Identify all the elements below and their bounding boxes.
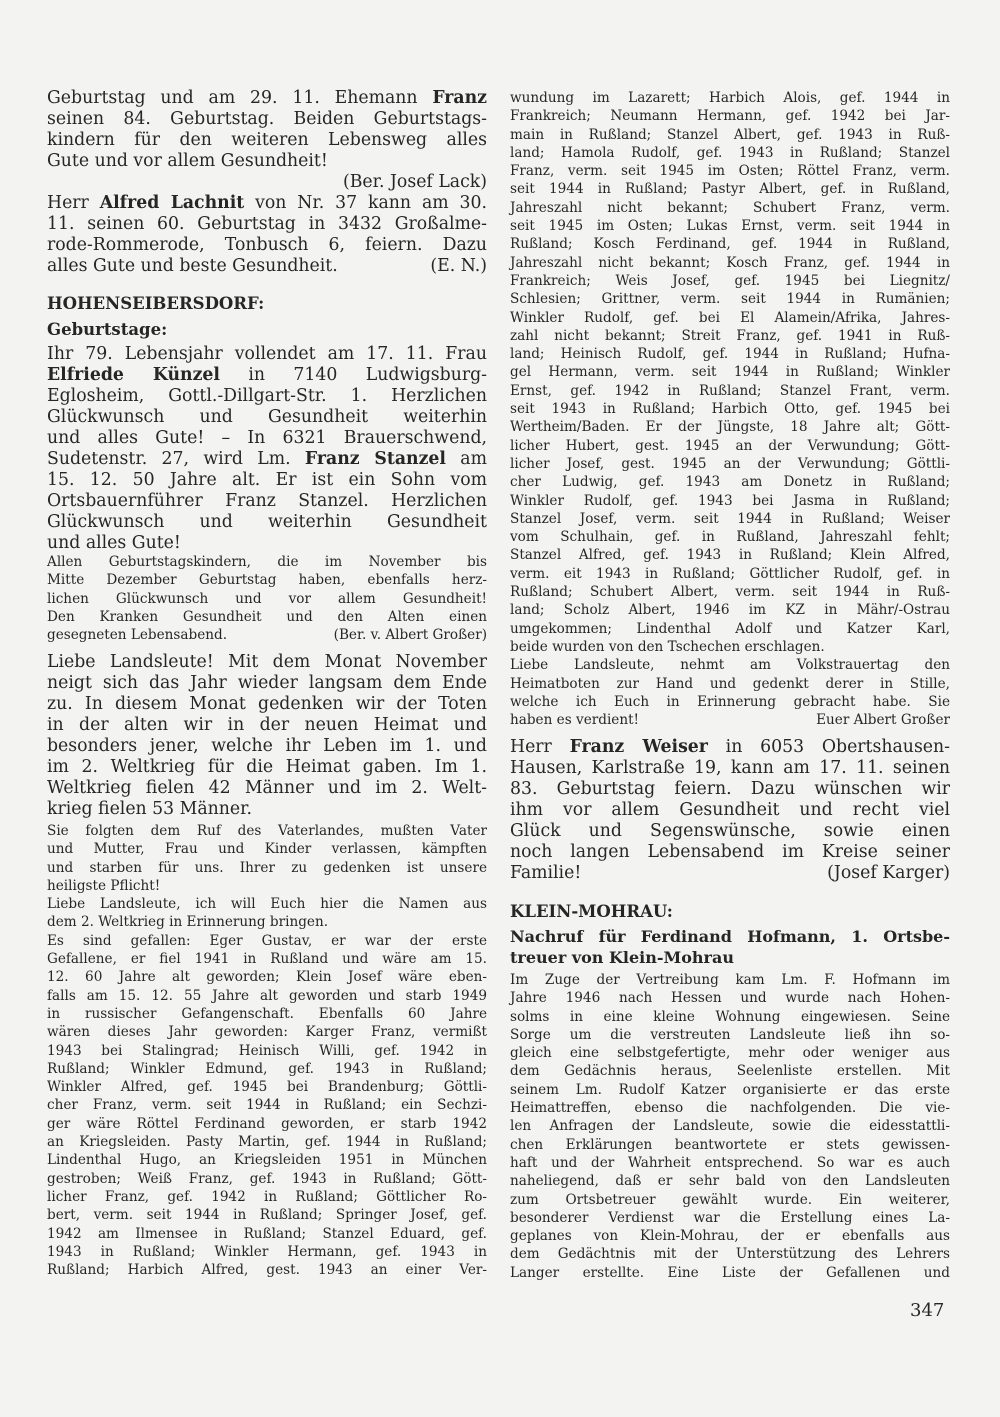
signature: (Ber. Josef Lack) (342, 172, 487, 192)
text-line: Weltkrieg fielen 42 Männer und im 2. Welt- (47, 778, 487, 798)
text-line: Winkler Alfred, gef. 1945 bei Brandenburg; Göttli- (47, 1079, 487, 1096)
text-line: Jahreszahl nicht bekannt; Kosch Franz, gef. 1944 in (510, 254, 950, 271)
text-line: Es sind gefallen: Eger Gustav, er war der erste (47, 932, 487, 949)
text-line: Rußland; Winkler Edmund, gef. 1943 in Rußland; (47, 1060, 487, 1077)
text-line: Allen Geburtstagskindern, die im November bis (47, 554, 487, 570)
text-line: Langer erstellte. Eine Liste der Gefallenen und (510, 1264, 950, 1281)
bold-name: Franz Weiser (569, 737, 708, 757)
text-line: Winkler Rudolf, gef. bei El Alamein/Afrika, Jahres- (510, 309, 950, 326)
fallen-list-part-1 (47, 822, 487, 1279)
text-segment: gesegneten Lebensabend. (47, 627, 228, 644)
text-line (510, 711, 950, 729)
section-heading-klein-mohrau: KLEIN-MOHRAU: (510, 902, 673, 921)
text-line: geplanes von Klein-Mohrau, der er ebenfalls aus (510, 1228, 950, 1245)
text-line: zahl nicht bekannt; Streit Franz, gef. 1941 in Ruß- (510, 327, 950, 344)
text-segment: am (446, 449, 487, 469)
text-line: dem 2. Weltkrieg in Erinnerung bringen. (47, 914, 329, 931)
text-line (47, 365, 487, 386)
text-line: Glückwunsch und weiterhin Gesundheit (47, 512, 487, 532)
text-line: Heimatboten zur Hand und gedenkt derer in Stille, (510, 675, 950, 692)
text-segment: von Nr. 37 kann am 30. (244, 193, 487, 213)
text-line: verm. eit 1943 in Rußland; Göttlicher Rudolf, gef. in (510, 565, 950, 582)
text-line: 12. 60 Jahre alt geworden; Klein Josef wäre eben- (47, 969, 487, 986)
text-line: licher Hubert, gest. 1945 an der Verwundung; Gött- (510, 437, 950, 454)
text-line: Gefallene, er fiel 1941 in Rußland und wäre am 15. (47, 951, 487, 968)
text-line: Jahre 1946 nach Hessen und wurde nach Hohen- (510, 990, 950, 1007)
obituary-title (510, 926, 950, 968)
text-segment: in 6053 Obertshausen- (707, 737, 951, 757)
text-line: seit 1945 im Osten; Lukas Ernst, verm. seit 1944 in (510, 218, 950, 235)
text-line: haft und der Wahrheit entsprechend. So war es auch (510, 1154, 950, 1171)
text-line: licher Josef, gest. 1945 an der Verwundung; Göttli- (510, 455, 950, 472)
text-line: 15. 12. 50 Jahre alt. Er ist ein Sohn vom (47, 470, 487, 490)
birthday-notices (47, 344, 487, 554)
text-line: wären dieses Jahr geworden: Karger Franz, vermißt (47, 1024, 487, 1041)
text-line: Ihr 79. Lebensjahr vollendet am 17. 11. Frau (47, 344, 487, 364)
text-line: an Kriegsleiden. Pasty Martin, gef. 1944 in Rußland; (47, 1134, 487, 1151)
text-line: Stanzel Josef, verm. seit 1944 in Rußland; Weiser (510, 510, 950, 527)
text-line: land; Scholz Albert, 1946 im KZ in Mähr/-Ostrau (510, 602, 950, 619)
text-line: Glückwunsch und Gesundheit weiterhin (47, 407, 487, 427)
text-line: wundung im Lazarett; Harbich Alois, gef. 1944 in (510, 90, 950, 106)
birthday-notice-lachnit (47, 88, 487, 277)
text-line: solms in eine kleine Wohnung eingewiesen. Seine (510, 1008, 950, 1025)
text-line: Schlesien; Grittner, verm. seit 1944 in Rumänien; (510, 291, 950, 308)
text-line: gleich eine selbstgefertigte, mehr oder weniger aus (510, 1045, 950, 1062)
text-line (47, 88, 487, 109)
text-line (510, 737, 950, 758)
text-line: Wertheim/Baden. Er der Jüngste, 18 Jahre alt; Gött- (510, 419, 950, 436)
text-line: Rußland; Schubert Albert, verm. seit 1944 in Ruß- (510, 584, 950, 601)
text-line: 1943 bei Stalingrad; Heinisch Willi, gef. 1942 in (47, 1042, 487, 1059)
text-line (47, 256, 487, 277)
bold-name: Alfred Lachnit (99, 193, 245, 213)
text-line: Glück und Segenswünsche, sowie einen (510, 821, 950, 841)
text-line: zu. In diesem Monat gedenken wir der Toten (47, 694, 487, 714)
text-line: naheliegend, daß er sehr bald von den Landsleuten (510, 1173, 950, 1190)
text-line: Frankreich; Neumann Hermann, gef. 1942 bei Jar- (510, 108, 950, 125)
text-line (47, 193, 487, 214)
text-line: und alles Gute! – In 6321 Brauerschwend, (47, 428, 487, 448)
text-line: land; Heinisch Rudolf, gef. 1944 in Rußland; Hufna- (510, 346, 950, 363)
text-line: 11. seinen 60. Geburtstag in 3432 Großalme- (47, 214, 487, 234)
obituary-text (510, 971, 950, 1282)
text-line: welche ich Euch in Erinnerung gebracht habe. Sie (510, 693, 950, 710)
text-line: Lindenthal Hugo, an Kriegsleiden 1951 in München (47, 1152, 487, 1169)
text-line: Jahreszahl nicht bekannt; Schubert Franz, verm. (510, 199, 950, 216)
text-line (510, 863, 950, 884)
text-line: Nachruf für Ferdinand Hofmann, 1. Ortsbe- (510, 927, 950, 946)
text-line: im 2. Weltkrieg für die Heimat gaben. Im 1. (47, 757, 487, 777)
text-line: Sie folgten dem Ruf des Vaterlandes, mußten Vater (47, 823, 487, 839)
text-line: Liebe Landsleute, ich will Euch hier die Namen aus (47, 896, 487, 913)
text-line: Franz, verm. seit 1945 im Osten; Röttel Franz, verm. (510, 163, 950, 180)
text-line: zum Ortsbetreuer gewählt wurde. Ein weiterer, (510, 1191, 950, 1208)
text-line: ihm vor allem Gesundheit und recht viel (510, 800, 950, 820)
text-line: krieg fielen 53 Männer. (47, 799, 252, 819)
text-segment: Geburtstag und am 29. 11. Ehemann (47, 88, 433, 108)
text-line: chen Erklärungen beantwortete er stets gewissen- (510, 1136, 950, 1153)
text-line: cher Ludwig, gef. 1943 am Donetz in Rußland; (510, 474, 950, 491)
text-line: Eglosheim, Gottl.-Dillgart-Str. 1. Herzlichen (47, 386, 487, 406)
text-line: cher Franz, verm. seit 1944 in Rußland; ein Sechzi- (47, 1097, 487, 1114)
section-heading-hohenseibersdorf: HOHENSEIBERSDORF: (47, 294, 265, 313)
text-line: dem Gedächtnis mit der Unterstützung des Lehrers (510, 1246, 950, 1263)
subheading-geburtstage: Geburtstage: (47, 320, 168, 339)
text-line: noch langen Lebensabend im Kreise seiner (510, 842, 950, 862)
text-line: Liebe Landsleute! Mit dem Monat November (47, 652, 487, 672)
birthday-notice-weiser (510, 737, 950, 884)
signature: (E. N.) (430, 256, 487, 276)
text-line: falls am 15. 12. 55 Jahre alt geworden und starb 1949 (47, 987, 487, 1004)
text-segment: in 7140 Ludwigsburg- (219, 365, 488, 385)
text-line: Ortsbauernführer Franz Stanzel. Herzlichen (47, 491, 487, 511)
text-line: Frankreich; Weis Josef, gef. 1945 bei Liegnitz/ (510, 272, 950, 289)
text-segment: haben es verdient! (510, 712, 640, 729)
text-line: Im Zuge der Vertreibung kam Lm. F. Hofmann im (510, 972, 950, 988)
text-line: vom Schulhain, gef. in Rußland, Jahreszahl fehlt; (510, 529, 950, 546)
text-line: gestroben; Weiß Franz, gef. 1943 in Rußland; Gött- (47, 1170, 487, 1187)
bold-name: Franz (432, 88, 487, 108)
text-line: umgekommen; Lindenthal Adolf und Katzer Karl, (510, 620, 950, 637)
text-line: seit 1943 in Rußland; Harbich Otto, gef. 1945 bei (510, 401, 950, 418)
text-line: gel Hermann, verm. seit 1944 in Rußland; Winkler (510, 364, 950, 381)
text-line: seinen 84. Geburtstag. Beiden Geburtstags- (47, 109, 487, 129)
text-line: Mitte Dezember Geburtstag haben, ebenfalls herz- (47, 572, 487, 589)
text-line: seinem Lm. Rudolf Katzer organisierte er das erste (510, 1081, 950, 1098)
text-line: Hausen, Karlstraße 19, kann am 17. 11. seinen (510, 758, 950, 778)
text-line: bert, verm. seit 1944 in Rußland; Springer Josef, gef. (47, 1207, 487, 1224)
text-line: Gute und vor allem Gesundheit! (47, 151, 328, 171)
text-line: heiligste Pflicht! (47, 877, 161, 894)
text-line: lichen Glückwunsch und vor allem Gesundheit! (47, 590, 487, 607)
signature: (Ber. v. Albert Großer) (333, 627, 487, 644)
text-line: und Mutter, Frau und Kinder verlassen, kämpften (47, 841, 487, 858)
text-line: Heimattreffen, ebenso die nachfolgenden. Die vie- (510, 1100, 950, 1117)
text-line: 83. Geburtstag feiern. Dazu wünschen wir (510, 779, 950, 799)
text-line: neigt sich das Jahr wieder langsam dem Ende (47, 673, 487, 693)
text-line (47, 172, 487, 193)
text-line: in der alten wir in der neuen Heimat und (47, 715, 487, 735)
text-line: land; Hamola Rudolf, gef. 1943 in Rußland; Stanzel (510, 144, 950, 161)
bold-name: Elfriede Künzel (47, 365, 220, 385)
text-line: beide wurden von den Tschechen erschlagen. (510, 638, 825, 655)
text-line: treuer von Klein-Mohrau (510, 948, 734, 967)
text-line: Stanzel Alfred, gef. 1943 in Rußland; Klein Alfred, (510, 547, 950, 564)
memorial-intro (47, 652, 487, 820)
text-line: Sorge um die verstreuten Landsleute ließ ihn so- (510, 1026, 950, 1043)
text-line: besonders jener, welche ihr Leben im 1. und (47, 736, 487, 756)
text-line: Rußland; Harbich Alfred, gest. 1943 an einer Ver- (47, 1262, 487, 1279)
text-line: 1943 in Rußland; Winkler Hermann, gef. 1943 in (47, 1243, 487, 1260)
text-line: main in Rußland; Stanzel Albert, gef. 1943 in Ruß- (510, 126, 950, 143)
bold-name: Franz Stanzel (304, 449, 446, 469)
text-line: kindern für den weiteren Lebensweg alles (47, 130, 487, 150)
text-line: in russischer Gefangenschaft. Ebenfalls 60 Jahre (47, 1005, 487, 1022)
text-segment: alles Gute und beste Gesundheit. (47, 256, 338, 276)
text-line: besonderer Verdienst war die Erstellung eines La- (510, 1209, 950, 1226)
text-line: und starben für uns. Ihrer zu gedenken ist unsere (47, 859, 487, 876)
text-line: dem Gedächnis heraus, Seelenliste erstellen. Mit (510, 1063, 950, 1080)
signature: (Josef Karger) (827, 863, 950, 883)
text-segment: Sudetenstr. 27, wird Lm. (47, 449, 305, 469)
text-line (47, 626, 487, 644)
text-line: und alles Gute! (47, 533, 181, 553)
text-segment: Herr (47, 193, 100, 213)
text-line: 1942 am Ilmensee in Rußland; Stanzel Eduard, gef. (47, 1225, 487, 1242)
text-line: len Anfragen der Landsleute, sowie die eidesstattli- (510, 1118, 950, 1135)
text-line: seit 1944 in Rußland; Pastyr Albert, gef. in Rußland, (510, 181, 950, 198)
page-number: 347 (910, 1300, 945, 1321)
text-line: rode-Rommerode, Tonbusch 6, feiern. Dazu (47, 235, 487, 255)
fallen-list-part-2 (510, 89, 950, 729)
text-line: Liebe Landsleute, nehmt am Volkstrauertag den (510, 657, 950, 674)
text-line: Ernst, gef. 1942 in Rußland; Stanzel Frant, verm. (510, 382, 950, 399)
text-line: licher Franz, gef. 1942 in Rußland; Göttlicher Ro- (47, 1188, 487, 1205)
signature: Euer Albert Großer (816, 712, 950, 729)
text-line: Rußland; Kosch Ferdinand, gef. 1944 in Rußland, (510, 236, 950, 253)
text-line: Winkler Rudolf, gef. 1943 bei Jasma in Rußland; (510, 492, 950, 509)
text-segment: Herr (510, 737, 570, 757)
birthday-wishes (47, 553, 487, 644)
text-line: Den Kranken Gesundheit und den Alten einen (47, 608, 487, 625)
text-segment: Familie! (510, 863, 582, 883)
text-line: ger wäre Röttel Ferdinand geworden, er starb 1942 (47, 1115, 487, 1132)
text-line (47, 449, 487, 470)
